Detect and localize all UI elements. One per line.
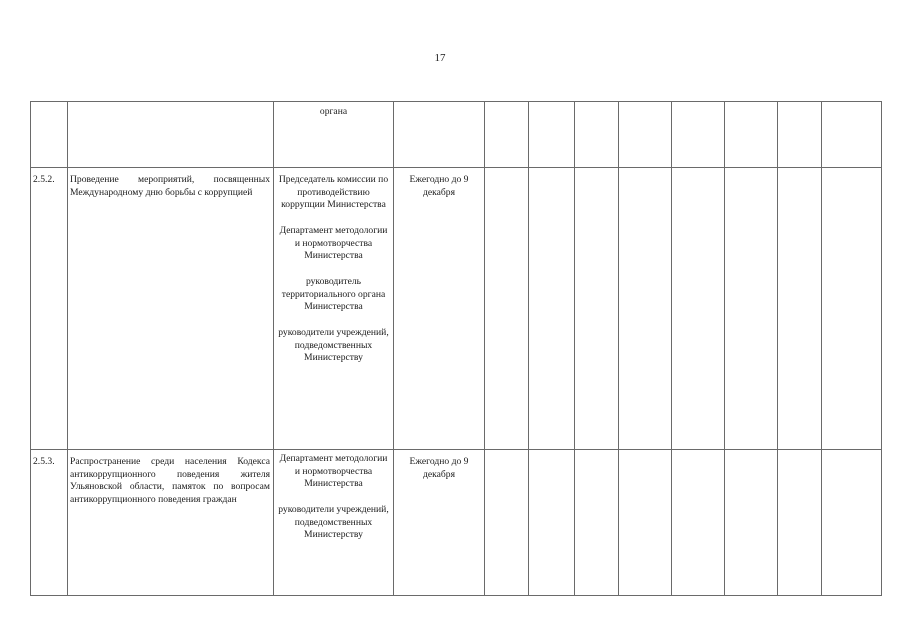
table-row [31, 450, 882, 596]
empty-cell [822, 102, 882, 168]
empty-cell [725, 450, 778, 596]
measures-table [30, 101, 882, 596]
responsible-entry: Департамент методологии и нормотворчества Министерства [279, 453, 388, 490]
empty-cell [725, 102, 778, 168]
empty-cell [529, 168, 575, 450]
empty-cell [672, 450, 725, 596]
empty-cell [529, 102, 575, 168]
empty-cell [485, 102, 529, 168]
responsible-entry: руководитель территориального органа Министерства [281, 275, 386, 313]
row-number-cell [31, 102, 68, 168]
empty-cell [619, 168, 672, 450]
deadline-cell: Ежегодно до 9 декабря [394, 168, 485, 450]
deadline-cell [394, 102, 485, 168]
description-cell: Проведение мероприятий, посвященных Международному дню борьбы с коррупцией [68, 168, 274, 450]
responsible-entry: Председатель комиссии по противодействию коррупции Министерства [278, 174, 389, 211]
empty-cell [575, 102, 619, 168]
empty-cell [822, 450, 882, 596]
row-number-cell: 2.5.2. [31, 168, 68, 450]
row-number-cell: 2.5.3. [31, 450, 68, 596]
empty-cell [619, 450, 672, 596]
empty-cell [485, 450, 529, 596]
responsible-entry: органа [319, 106, 348, 117]
empty-cell [822, 168, 882, 450]
responsible-entry: Департамент методологии и нормотворчества Министерства [279, 224, 388, 262]
responsible-cell [274, 168, 394, 450]
responsible-entry: руководители учреждений, подведомственных Министерству [278, 326, 389, 364]
empty-cell [672, 102, 725, 168]
empty-cell [485, 168, 529, 450]
page-number: 17 [434, 52, 446, 64]
description-cell [68, 102, 274, 168]
description-cell: Распространение среди населения Кодекса антикоррупционного поведения жителя Ульяновской области, памяток по вопросам антикоррупционного поведения граждан [68, 450, 274, 596]
empty-cell [778, 102, 822, 168]
empty-cell [672, 168, 725, 450]
empty-cell [575, 450, 619, 596]
table-row [31, 168, 882, 450]
empty-cell [575, 168, 619, 450]
empty-cell [619, 102, 672, 168]
responsible-cell [274, 102, 394, 168]
empty-cell [529, 450, 575, 596]
deadline-cell: Ежегодно до 9 декабря [394, 450, 485, 596]
responsible-cell [274, 450, 394, 596]
empty-cell [725, 168, 778, 450]
empty-cell [778, 450, 822, 596]
empty-cell [778, 168, 822, 450]
table-row [31, 102, 882, 168]
responsible-entry: руководители учреждений, подведомственных Министерству [278, 503, 389, 541]
